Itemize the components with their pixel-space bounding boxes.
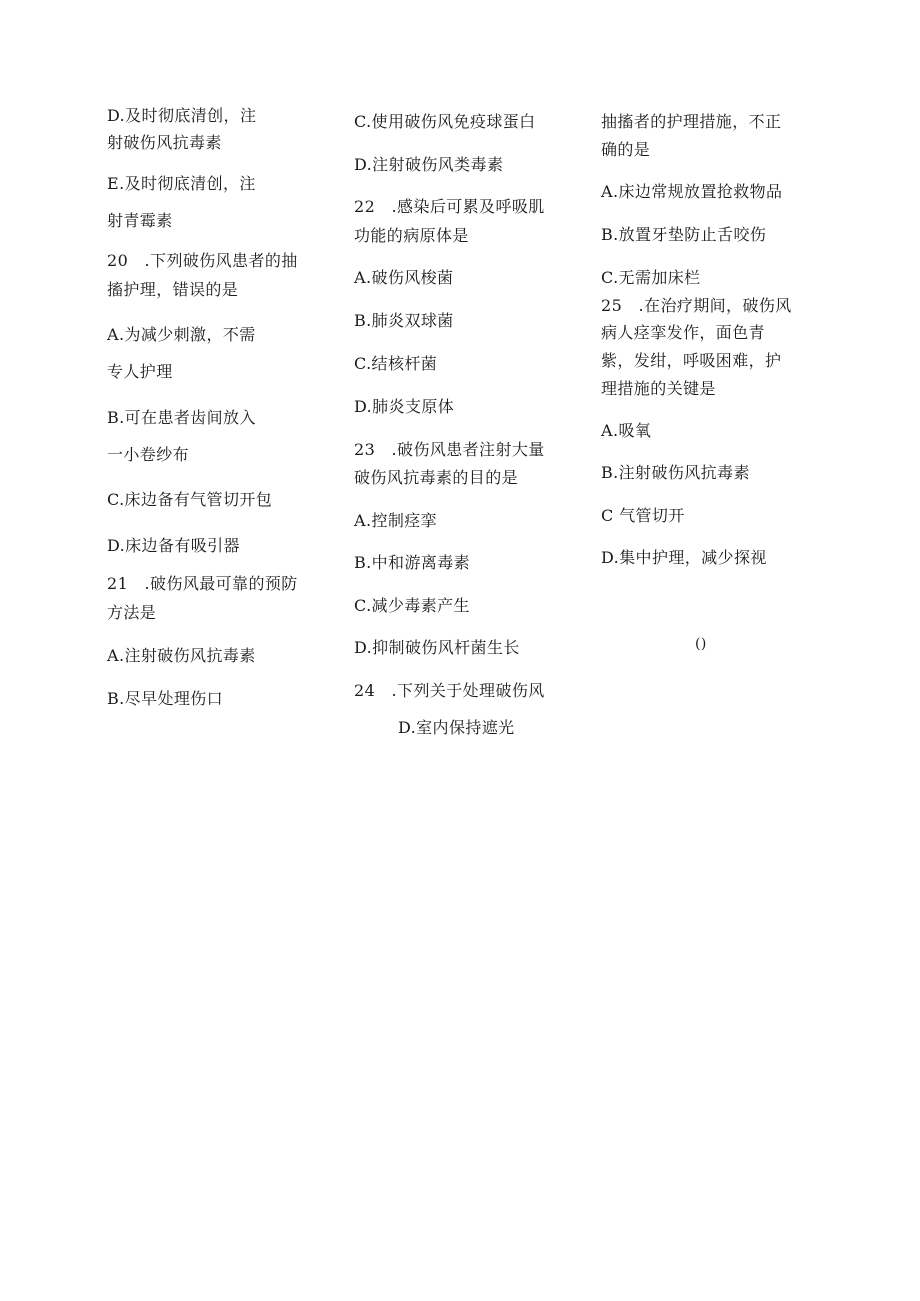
q20-option-c: C.床边备有气管切开包: [107, 490, 273, 509]
q23-option-c: C.减少毒素产生: [354, 596, 470, 615]
q24-stem-line1: 24 .下列关于处理破伤风: [354, 681, 545, 700]
q21-option-b: B.尽早处理伤口: [107, 689, 224, 708]
q25-stem-line4: 理措施的关键是: [601, 379, 716, 398]
q20-option-a-line2: 专人护理: [107, 362, 173, 381]
q19-option-e-line2: 射青霉素: [107, 211, 173, 230]
q20-option-b-line1: B.可在患者齿间放入: [107, 408, 256, 427]
q24-stem-line2: 抽搐者的护理措施，不正: [601, 112, 782, 131]
q23-option-b: B.中和游离毒素: [354, 553, 471, 572]
answer-parentheses: (): [695, 636, 707, 652]
q24-stem-line3: 确的是: [601, 140, 651, 159]
q24-option-a: A.床边常规放置抢救物品: [601, 182, 783, 201]
q24-option-d: D.室内保持遮光: [398, 718, 515, 737]
q23-option-a: A.控制痉挛: [354, 511, 438, 530]
q20-option-b-line2: 一小卷纱布: [107, 445, 190, 464]
q22-option-b: B.肺炎双球菌: [354, 311, 454, 330]
q23-stem-line1: 23 .破伤风患者注射大量: [354, 440, 545, 459]
q25-option-b: B.注射破伤风抗毒素: [601, 463, 750, 482]
q21-option-c: C.使用破伤风免疫球蛋白: [354, 112, 536, 131]
q20-stem-line1: 20 .下列破伤风患者的抽: [107, 251, 298, 270]
q20-option-d: D.床边备有吸引器: [107, 536, 240, 555]
q25-stem-line1: 25 .在治疗期间，破伤风: [601, 296, 792, 315]
q19-option-d-line2: 射破伤风抗毒素: [107, 133, 222, 152]
q22-option-c: C.结核杆菌: [354, 354, 438, 373]
q21-stem-line1: 21 .破伤风最可靠的预防: [107, 574, 298, 593]
q25-stem-line3: 紫，发绀，呼吸困难，护: [601, 351, 782, 370]
q24-option-b: B.放置牙垫防止舌咬伤: [601, 225, 767, 244]
q22-stem-line1: 22 .感染后可累及呼吸肌: [354, 197, 545, 216]
q24-option-c: C.无需加床栏: [601, 268, 701, 287]
q22-option-a: A.破伤风梭菌: [354, 268, 454, 287]
q25-stem-line2: 病人痉挛发作，面色青: [601, 323, 766, 342]
q20-stem-line2: 搐护理，错误的是: [107, 280, 239, 299]
q22-stem-line2: 功能的病原体是: [354, 226, 469, 245]
q19-option-e-line1: E.及时彻底清创，注: [107, 174, 256, 193]
q23-stem-line2: 破伤风抗毒素的目的是: [354, 468, 519, 487]
q25-option-c: C 气管切开: [601, 506, 685, 525]
q21-option-d: D.注射破伤风类毒素: [354, 155, 504, 174]
q21-option-a: A.注射破伤风抗毒素: [107, 646, 256, 665]
q23-option-d: D.抑制破伤风杆菌生长: [354, 638, 520, 657]
q25-option-a: A.吸氧: [601, 421, 652, 440]
q20-option-a-line1: A.为减少刺激，不需: [107, 325, 256, 344]
q25-option-d: D.集中护理，减少探视: [601, 548, 767, 567]
q21-stem-line2: 方法是: [107, 603, 157, 622]
q19-option-d-line1: D.及时彻底清创，注: [107, 106, 257, 125]
q22-option-d: D.肺炎支原体: [354, 397, 455, 416]
